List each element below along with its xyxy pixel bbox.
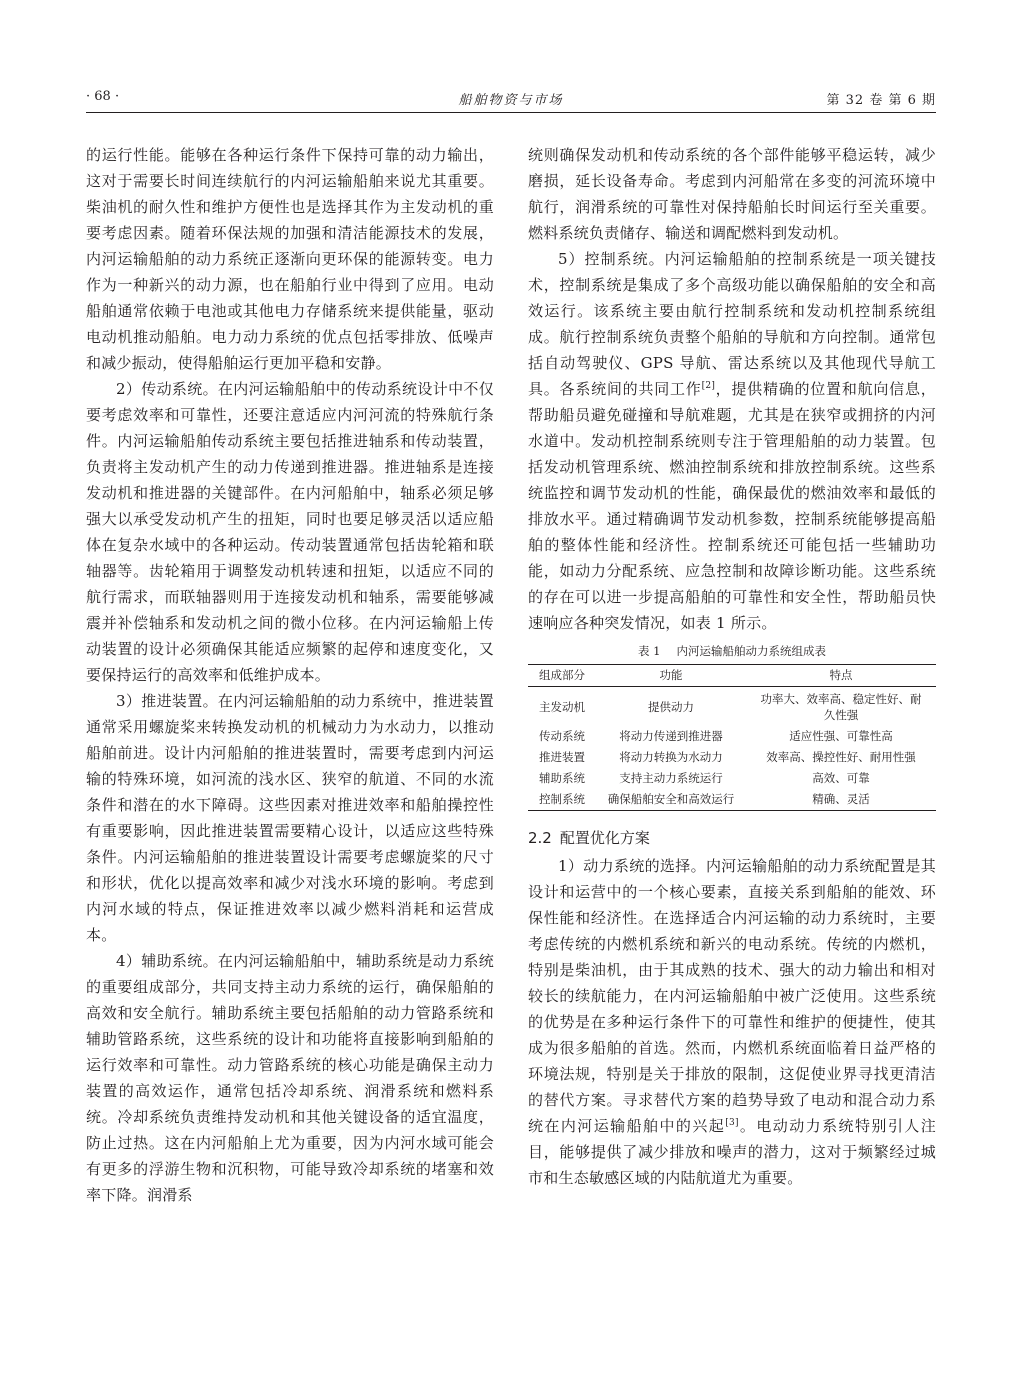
table-caption (528, 642, 936, 660)
citation: [3] (725, 1118, 739, 1128)
table-cell: 功率大、效率高、稳定性好、耐久性强 (760, 692, 922, 722)
table-header-cell: 组成部分 (528, 665, 596, 687)
table-cell: 辅助系统 (539, 771, 585, 785)
paragraph: 4）辅助系统。在内河运输船舶中，辅助系统是动力系统的重要组成部分，共同支持主动力系统的运行，确保船舶的高效和安全航行。辅助系统主要包括船舶的动力管路系统和辅助管路系统，这些系统的设计和功能将直接影响到船舶的运行效率和可靠性。动力管路系统的核心功能是确保主动力装置的高效运作，通常包括冷却系统、润滑系统和燃料系统。冷却系统负责维持发动机和其他关键设备的适宜温度，防止过热。这在内河船舶上尤为重要，因为内河水域可能会有更多的浮游生物和沉积物，可能导致冷却系统的堵塞和效率下降。润滑系 (86, 952, 494, 1204)
table-row (528, 789, 936, 811)
table-title: 内河运输船舶动力系统组成表 (676, 644, 826, 658)
citation: [2] (701, 381, 716, 391)
table-row (528, 726, 936, 747)
table-cell: 推进装置 (539, 750, 585, 764)
left-column (86, 142, 494, 1208)
paragraph: 2）传动系统。在内河运输船舶中的传动系统设计中不仅要考虑效率和可靠性，还要注意适应内河河流的特殊航行条件。内河运输船舶传动系统主要包括推进轴系和传动装置，负责将主发动机产生的动力传递到推进器。推进轴系是连接发动机和推进器的关键部件。在内河船舶中，轴系必须足够强大以承受发动机产生的扭矩，同时也要足够灵活以适应船体在复杂水域中的各种运动。传动装置通常包括齿轮箱和联轴器等。齿轮箱用于调整发动机转速和扭矩，以适应不同的航行需求，而联轴器则用于连接发动机和轴系，需要能够减震并补偿轴系和发动机之间的微小位移。在内河运输船上传动装置的设计必须确保其能适应频繁的起停和速度变化，又要保持运行的高效率和低维护成本。 (86, 380, 494, 684)
issue-info: 第 32 卷 第 6 期 (826, 93, 936, 108)
paragraph (528, 853, 936, 1191)
table-cell: 效率高、操控性好、耐用性强 (766, 750, 916, 764)
paragraph (528, 246, 936, 636)
paragraph: 3）推进装置。在内河运输船舶的动力系统中，推进装置通常采用螺旋桨来转换发动机的机械动力为水动力，以推动船舶前进。设计内河船舶的推进装置时，需要考虑到内河运输的特殊环境，如河流的浅水区、狭窄的航道、不同的水流条件和潜在的水下障碍。这些因素对推进效率和船舶操控性有重要影响，因此推进装置需要精心设计，以适应这些特殊条件。内河运输船舶的推进装置设计需要考虑螺旋桨的尺寸和形状，优化以提高效率和减少对浅水环境的影响。考虑到内河水域的特点，保证推进效率以减少燃料消耗和运营成本。 (86, 692, 494, 944)
paragraph-text: 1）动力系统的选择。内河运输船舶的动力系统配置是其设计和运营中的一个核心要素，直接关系到船舶的能效、环保性能和经济性。在选择适合内河运输的动力系统时，主要考虑传统的内燃机系统和新兴的电动系统。传统的内燃机，特别是柴油机，由于其成熟的技术、强大的动力输出和相对较长的续航能力，在内河运输船舶中被广泛使用。这些系统的优势是在多种运行条件下的可靠性和维护的便捷性，使其成为很多船舶的首选。然而，内燃机系统面临着日益严格的环境法规，特别是关于排放的限制，这促使业界寻找更清洁的替代方案。寻求替代方案的趋势导致了电动和混合动力系统在内河运输船舶中的兴起 (528, 857, 936, 1135)
section-heading (528, 825, 936, 851)
table-cell: 适应性强、可靠性高 (789, 729, 893, 743)
table-cell: 将动力转换为水动力 (619, 750, 723, 764)
section-title: 配置优化方案 (559, 829, 650, 847)
table-row (528, 768, 936, 789)
table-header-cell: 功能 (596, 665, 746, 687)
table-cell: 控制系统 (539, 792, 585, 806)
table-cell: 提供动力 (648, 700, 694, 714)
table-cell: 高效、可靠 (812, 771, 870, 785)
page-number: · 68 · (86, 89, 120, 104)
table-header-cell: 特点 (746, 665, 936, 687)
right-column (528, 142, 936, 1191)
table-cell: 确保船舶安全和高效运行 (607, 792, 735, 806)
table-cell: 精确、灵活 (812, 792, 870, 806)
page-header (86, 86, 936, 113)
paragraph: 统则确保发动机和传动系统的各个部件能够平稳运转，减少磨损，延长设备寿命。考虑到内河船常在多变的河流环境中航行，润滑系统的可靠性对保持船舶长时间运行至关重要。燃料系统负责储存、输送和调配燃料到发动机。 (528, 146, 936, 242)
paragraph-text: 5）控制系统。内河运输船舶的控制系统是一项关键技术，控制系统是集成了多个高级功能以确保船舶的安全和高效运行。该系统主要由航行控制系统和发动机控制系统组成。航行控制系统负责整个船舶的导航和方向控制。通常包括自动驾驶仪、GPS 导航、雷达系统以及其他现代导航工具。各系统间的共同工作 (528, 250, 936, 398)
table-cell: 将动力传递到推进器 (619, 729, 723, 743)
section-number: 2.2 (528, 829, 552, 847)
table-cell: 支持主动力系统运行 (619, 771, 723, 785)
table-cell: 主发动机 (539, 700, 585, 714)
paragraph: 的运行性能。能够在各种运行条件下保持可靠的动力输出，这对于需要长时间连续航行的内河运输船舶来说尤其重要。柴油机的耐久性和维护方便性也是选择其作为主发动机的重要考虑因素。随着环保法规的加强和清洁能源技术的发展，内河运输船舶的动力系统正逐渐向更环保的能源转变。电力作为一种新兴的动力源，也在船舶行业中得到了应用。电动船舶通常依赖于电池或其他电力存储系统来提供能量，驱动电动机推动船舶。电力动力系统的优点包括零排放、低噪声和减少振动，使得船舶运行更加平稳和安静。 (86, 146, 494, 372)
journal-title: 船舶物资与市场 (458, 93, 564, 108)
table-header-row (528, 665, 936, 687)
table-row (528, 747, 936, 768)
table-cell: 传动系统 (539, 729, 585, 743)
system-composition-table (528, 664, 936, 811)
paragraph-text: ，提供精确的位置和航向信息，帮助船员避免碰撞和导航难题，尤其是在狭窄或拥挤的内河水道中。发动机控制系统则专注于管理船舶的动力装置。包括发动机管理系统、燃油控制系统和排放控制系统。这些系统监控和调节发动机的性能，确保最优的燃油效率和最低的排放水平。通过精确调节发动机参数，控制系统能够提高船舶的整体性能和经济性。控制系统还可能包括一些辅助功能，如动力分配系统、应急控制和故障诊断功能。这些系统的存在可以进一步提高船舶的可靠性和安全性，帮助船员快速响应各种突发情况，如表 1 所示。 (528, 380, 936, 632)
table-row (528, 687, 936, 727)
paragraph-text: 。电动动力系统特别引人注目，能够提供了减少排放和噪声的潜力，这对于频繁经过城市和生态敏感区域的内陆航道尤为重要。 (528, 1117, 936, 1187)
table-number: 表 1 (638, 644, 661, 658)
